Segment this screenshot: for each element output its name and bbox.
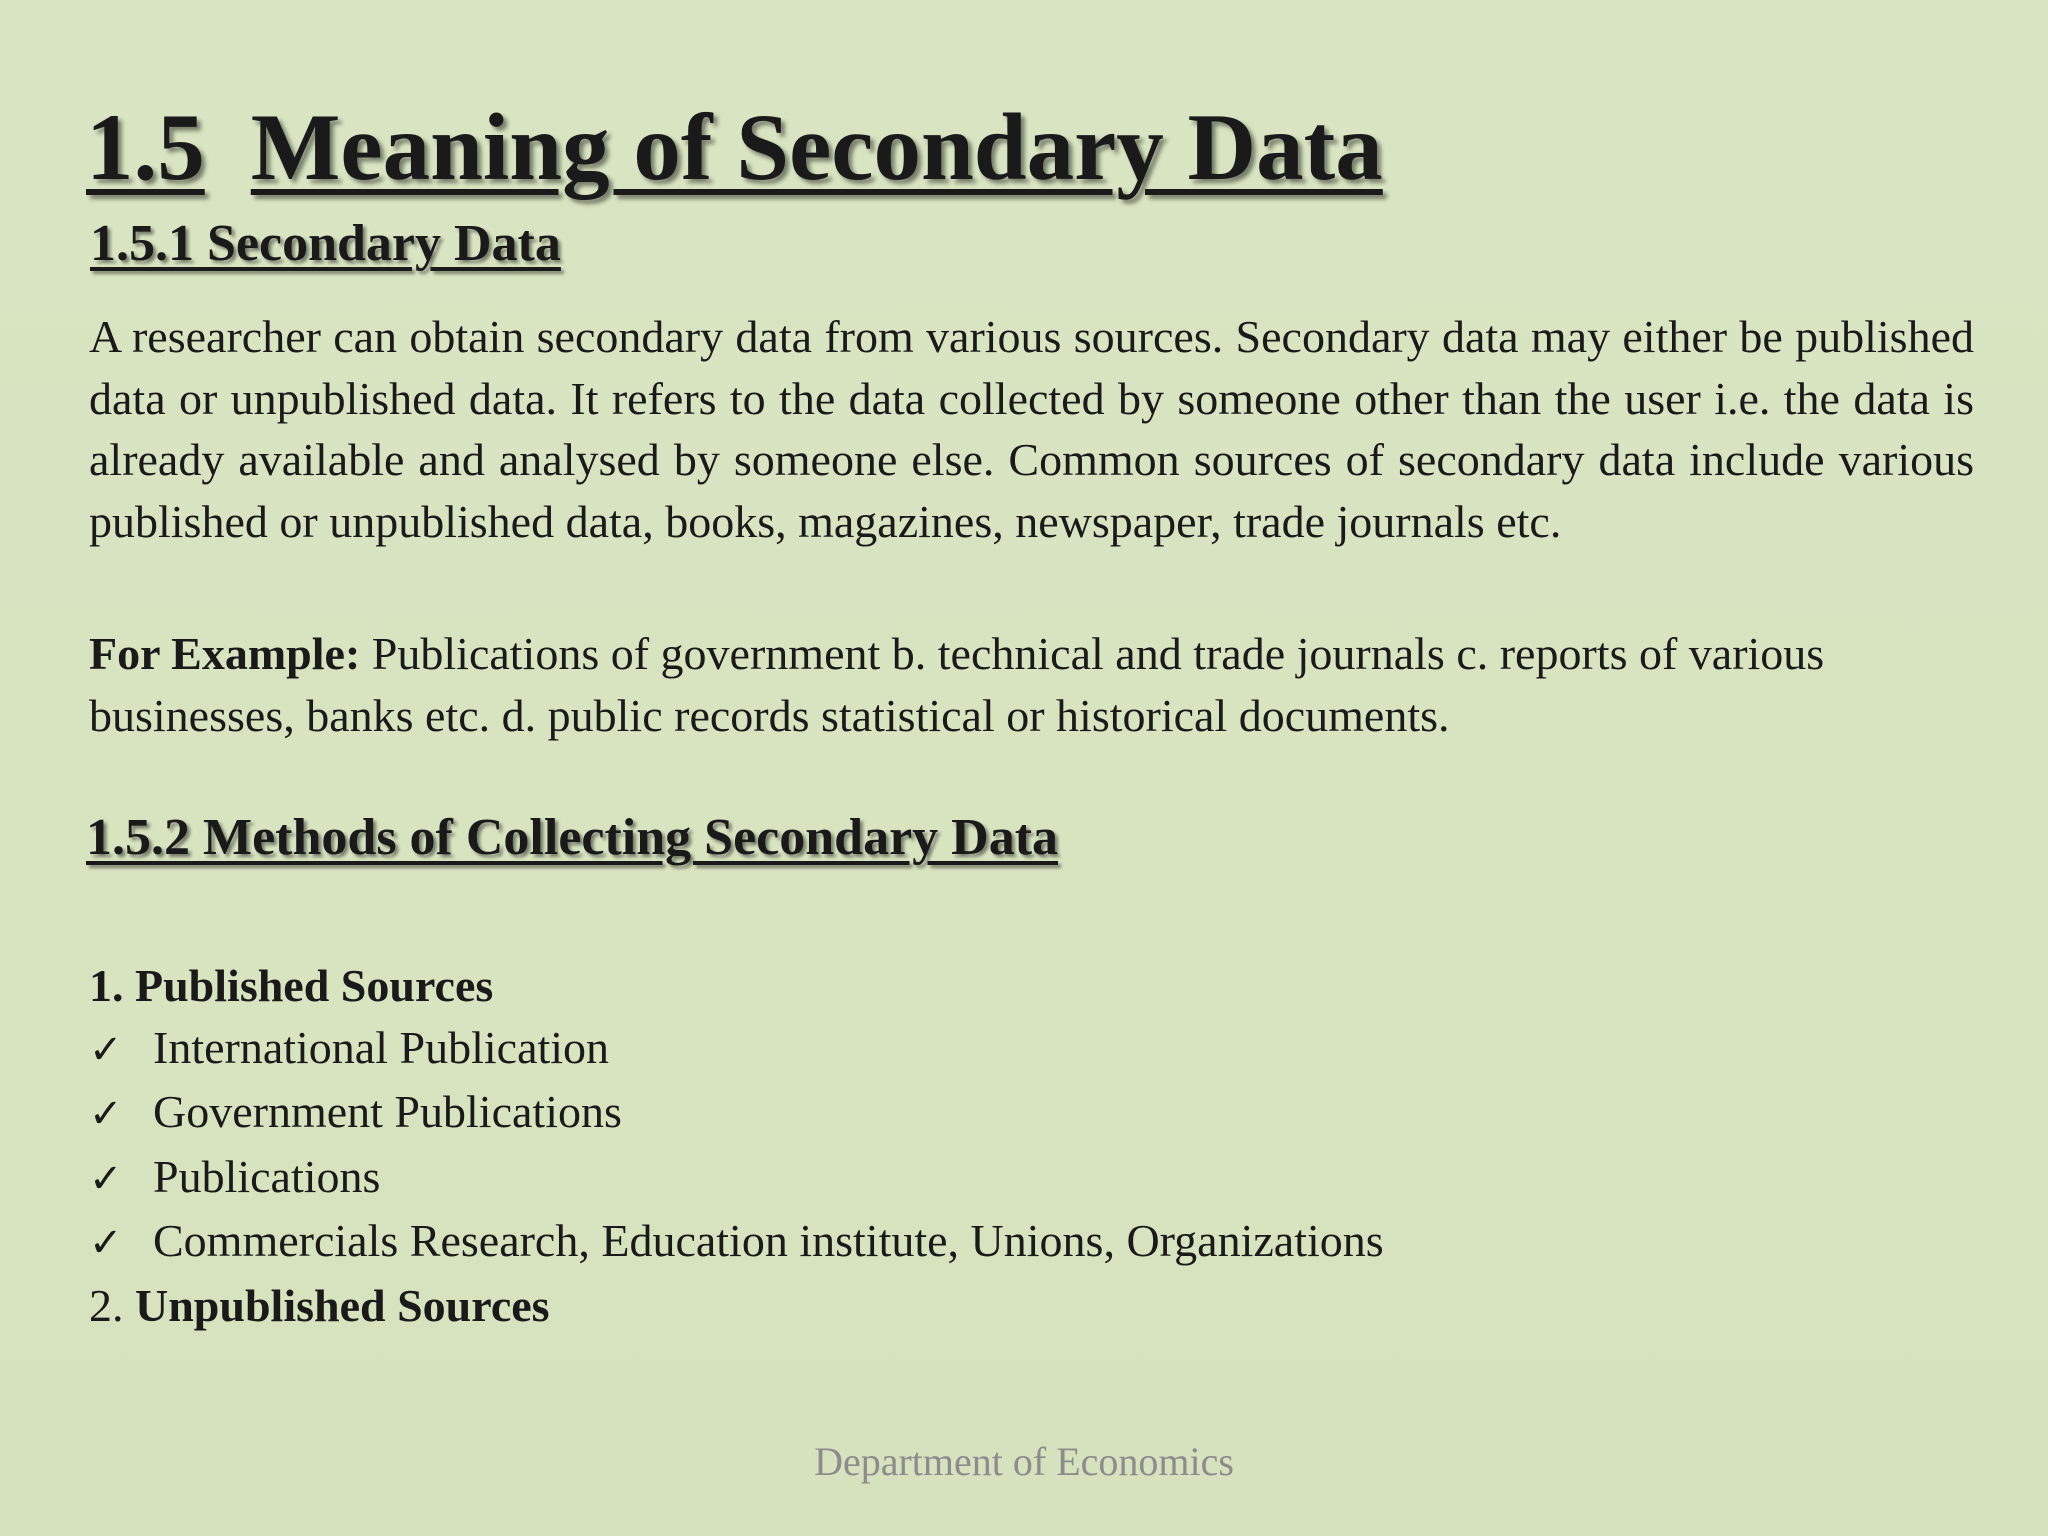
footer-department: Department of Economics xyxy=(814,1439,1234,1484)
list-item-label: Government Publications xyxy=(153,1086,622,1137)
list-item-label: Commercials Research, Education institute, Unions, Organizations xyxy=(153,1215,1384,1266)
checkmark-icon: ✓ xyxy=(89,1220,123,1266)
example-text: Publications of government b. technical and trade journals c. reports of various businesses, banks etc. d. public records statistical or historical documents. xyxy=(89,628,1825,741)
unpublished-number: 2. xyxy=(89,1279,135,1331)
list-item xyxy=(89,1081,1384,1146)
title-number: 1.5 xyxy=(86,94,205,200)
subheading-secondary-data: 1.5.1 Secondary Data xyxy=(90,215,561,272)
checkmark-icon: ✓ xyxy=(89,1155,123,1202)
unpublished-label: Unpublished Sources xyxy=(135,1279,550,1331)
list-item xyxy=(89,1210,1384,1275)
slide-title xyxy=(86,94,1383,200)
published-sources-heading: 1. Published Sources xyxy=(89,960,494,1011)
list-item xyxy=(89,1017,1384,1082)
title-text: Meaning of Secondary Data xyxy=(250,94,1383,200)
example-label: For Example: xyxy=(89,628,361,679)
sources-list xyxy=(89,955,1384,1336)
list-item-label: International Publication xyxy=(153,1021,610,1073)
list-item-label: Publications xyxy=(153,1150,381,1202)
subheading-methods: 1.5.2 Methods of Collecting Secondary Data xyxy=(86,809,1059,866)
definition-paragraph: A researcher can obtain secondary data from various sources. Secondary data may either be published data or unpublished data. It refers to the data collected by someone other than the user i.e. the data is already available and analysed by someone else. Common sources of secondary data include various published or unpublished data, books, magazines, newspaper, trade journals etc. xyxy=(89,311,1974,547)
checkmark-icon: ✓ xyxy=(89,1026,123,1073)
example-paragraph xyxy=(89,623,1974,746)
checkmark-icon: ✓ xyxy=(89,1091,123,1137)
list-item xyxy=(89,1146,1384,1211)
unpublished-sources-heading xyxy=(89,1275,1384,1337)
